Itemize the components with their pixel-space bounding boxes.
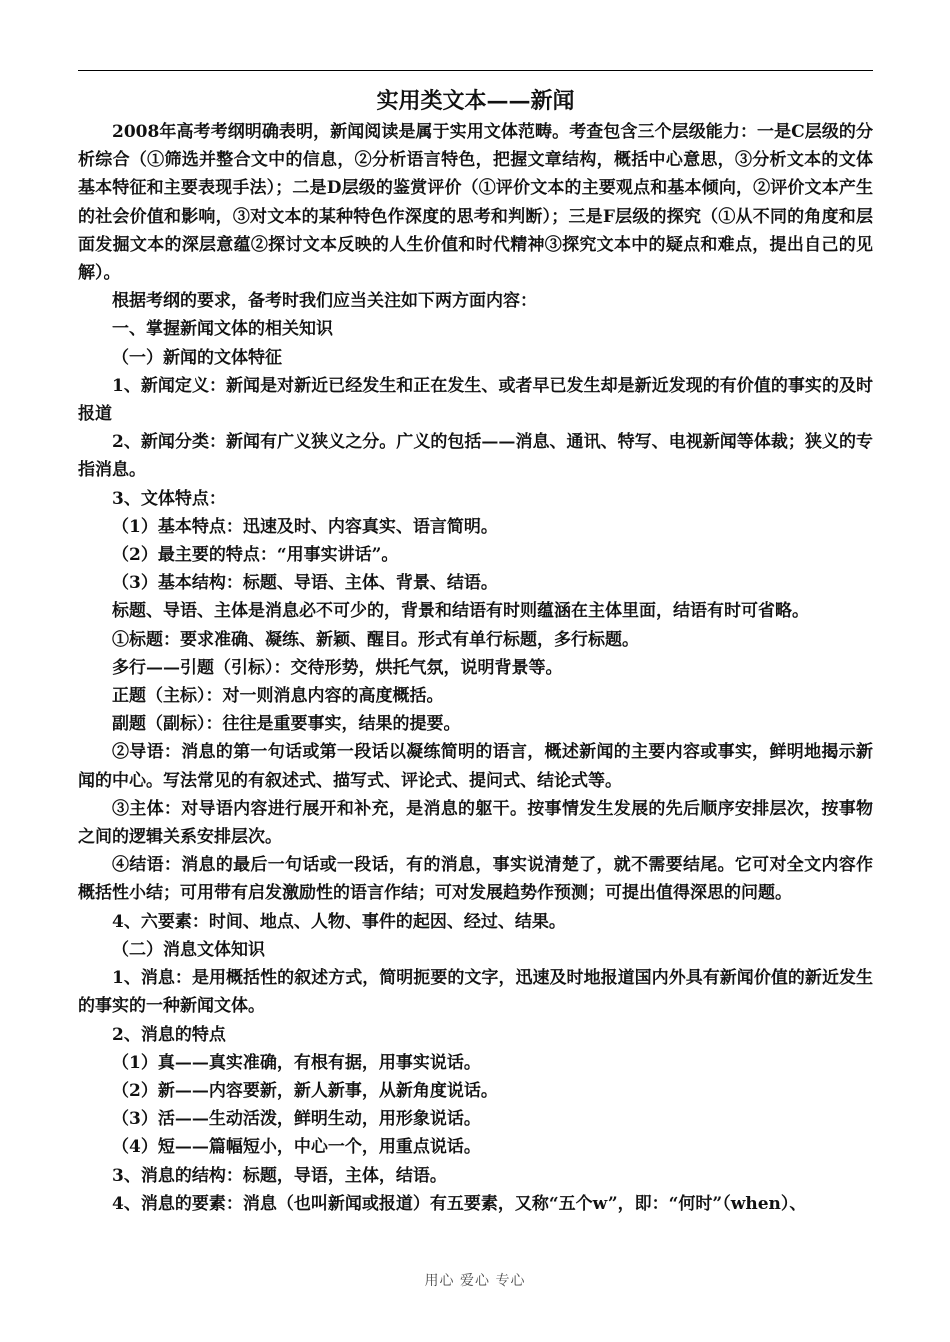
list-item: 副题（副标）：往往是重要事实，结果的提要。 <box>112 714 461 735</box>
list-item: 多行——引题（引标）：交待形势，烘托气氛，说明背景等。 <box>112 657 563 678</box>
list-item: ①标题：要求准确、凝练、新颖、醒目。形式有单行标题，多行标题。 <box>112 629 639 650</box>
body-text <box>78 118 873 1218</box>
section-heading: 一、掌握新闻文体的相关知识 <box>112 319 333 340</box>
list-item: （3）活——生动活泼，鲜明生动，用形象说话。 <box>112 1109 481 1130</box>
paragraph: 4、消息的要素：消息（也叫新闻或报道）有五要素，又称“五个w”，即：“何时”（when）、 <box>112 1193 807 1214</box>
header-rule <box>78 70 873 71</box>
paragraph: 4、六要素：时间、地点、人物、事件的起因、经过、结果。 <box>112 911 566 932</box>
list-item: （2）新——内容要新，新人新事，从新角度说话。 <box>112 1080 498 1101</box>
subsection-heading: （一）新闻的文体特征 <box>112 347 282 368</box>
paragraph: 1、新闻定义：新闻是对新近已经发生和正在发生、或者早已发生却是新近发现的有价值的事实的及时报道 <box>78 375 873 425</box>
paragraph: 根据考纲的要求，备考时我们应当关注如下两方面内容： <box>112 291 537 312</box>
page-footer: 用心 爱心 专心 <box>424 1273 526 1289</box>
paragraph: ③主体：对导语内容进行展开和补充，是消息的躯干。按事情发生发展的先后顺序安排层次，按事物之间的逻辑关系安排层次。 <box>78 798 873 848</box>
paragraph: 2、新闻分类：新闻有广义狭义之分。广义的包括——消息、通讯、特写、电视新闻等体裁；狭义的专指消息。 <box>78 432 873 481</box>
list-item: （4）短——篇幅短小，中心一个，用重点说话。 <box>112 1137 481 1158</box>
list-item: （2）最主要的特点：“用事实讲话”。 <box>112 545 399 566</box>
paragraph: 3、消息的结构：标题，导语，主体，结语。 <box>112 1165 447 1186</box>
paragraph: 1、消息：是用概括性的叙述方式，简明扼要的文字，迅速及时地报道国内外具有新闻价值的新近发生的事实的一种新闻文体。 <box>78 968 873 1017</box>
page-title: 实用类文本——新闻 <box>376 88 575 114</box>
paragraph: ②导语：消息的第一句话或第一段话以凝练简明的语言，概述新闻的主要内容或事实，鲜明地揭示新闻的中心。写法常见的有叙述式、描写式、评论式、提问式、结论式等。 <box>78 742 873 791</box>
paragraph: 3、文体特点： <box>112 488 226 509</box>
paragraph: 2、消息的特点 <box>112 1024 226 1045</box>
paragraph: 标题、导语、主体是消息必不可少的，背景和结语有时则蕴涵在主体里面，结语有时可省略。 <box>112 601 809 622</box>
list-item: （3）基本结构：标题、导语、主体、背景、结语。 <box>112 573 498 594</box>
paragraph: ④结语：消息的最后一句话或一段话，有的消息，事实说清楚了，就不需要结尾。它可对全文内容作概括性小结；可用带有启发激励性的语言作结；可对发展趋势作预测；可提出值得深思的问题。 <box>78 855 873 904</box>
subsection-heading: （二）消息文体知识 <box>112 939 265 960</box>
paragraph: 2008年高考考纲明确表明，新闻阅读是属于实用文体范畴。考查包含三个层级能力：一是C层级的分析综合（①筛选并整合文中的信息，②分析语言特色，把握文章结构，概括中心意思，③分析文本的文体基本特征和主要表现手法）；二是D层级的鉴赏评价（①评价文本的主要观点和基本倾向，②评价文本产生的社会价值和影响，③对文本的某种特色作深度的思考和判断）；三是F层级的探究（①从不同的角度和层面发掘文本的深层意蕴②探讨文本反映的人生价值和时代精神③探究文本中的疑点和难点，提出自己的见解）。 <box>78 122 873 284</box>
list-item: 正题（主标）：对一则消息内容的高度概括。 <box>112 686 444 707</box>
list-item: （1）真——真实准确，有根有据，用事实说话。 <box>112 1052 481 1073</box>
list-item: （1）基本特点：迅速及时、内容真实、语言简明。 <box>112 516 498 537</box>
